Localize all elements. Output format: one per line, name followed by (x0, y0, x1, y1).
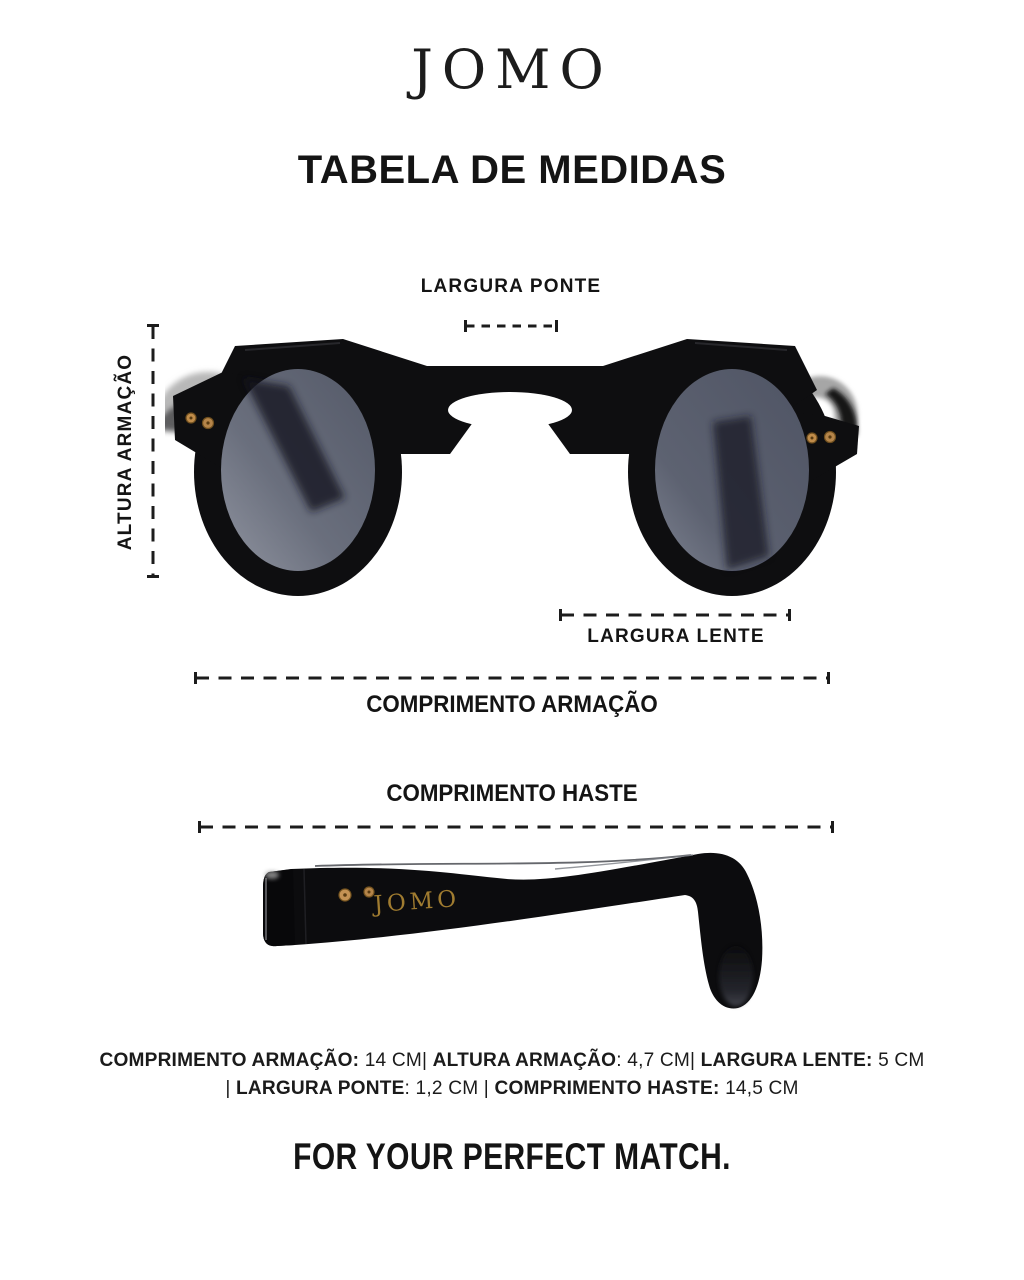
temple-butt-end (263, 869, 295, 946)
label-lens-width: LARGURA LENTE (587, 626, 765, 647)
temple-tip-sheen (719, 946, 753, 1006)
label-bridge-width: LARGURA PONTE (420, 276, 602, 297)
temple-top-shine (315, 855, 691, 866)
frame-length-measure-line (188, 670, 836, 686)
page-title: TABELA DE MEDIDAS (297, 148, 727, 192)
label-frame-length: COMPRIMENTO ARMAÇÃO (366, 691, 658, 718)
brand-logo: JOMO (411, 38, 613, 101)
measurement-segment: 14,5 CM (719, 1077, 799, 1099)
sunglasses-front-image (165, 330, 875, 620)
measurement-segment: COMPRIMENTO ARMAÇÃO: (99, 1049, 360, 1071)
measurement-segment: : 1,2 CM | (404, 1077, 495, 1099)
temple-arm-image (255, 848, 795, 1023)
measurement-segment: 5 CM (872, 1049, 925, 1071)
measurement-segment: : 4,7 CM| (616, 1049, 701, 1071)
tagline: FOR YOUR PERFECT MATCH. (293, 1136, 731, 1177)
measurement-segment: LARGURA PONTE (235, 1077, 405, 1099)
measurements-line-2 (10, 1074, 1014, 1102)
lens-width-measure-line (553, 607, 797, 623)
measurement-segment: ALTURA ARMAÇÃO (432, 1049, 617, 1071)
measurement-segment: 14 CM| (359, 1049, 433, 1071)
measurement-segment: | (225, 1077, 236, 1099)
label-temple-length: COMPRIMENTO HASTE (386, 780, 638, 807)
temple-length-measure-line (192, 819, 840, 835)
temple-butt-glare (265, 871, 279, 879)
measurements-summary (0, 1046, 1024, 1102)
measurement-segment: COMPRIMENTO HASTE: (494, 1077, 720, 1099)
measurement-segment: LARGURA LENTE: (700, 1049, 873, 1071)
temple-arm-body (263, 853, 762, 1009)
measurements-line-1 (10, 1046, 1014, 1074)
frame-height-measure-line (145, 318, 161, 584)
label-frame-height: ALTURA ARMAÇÃO (115, 353, 136, 551)
temple-engraving-text: JOMO (372, 886, 461, 918)
